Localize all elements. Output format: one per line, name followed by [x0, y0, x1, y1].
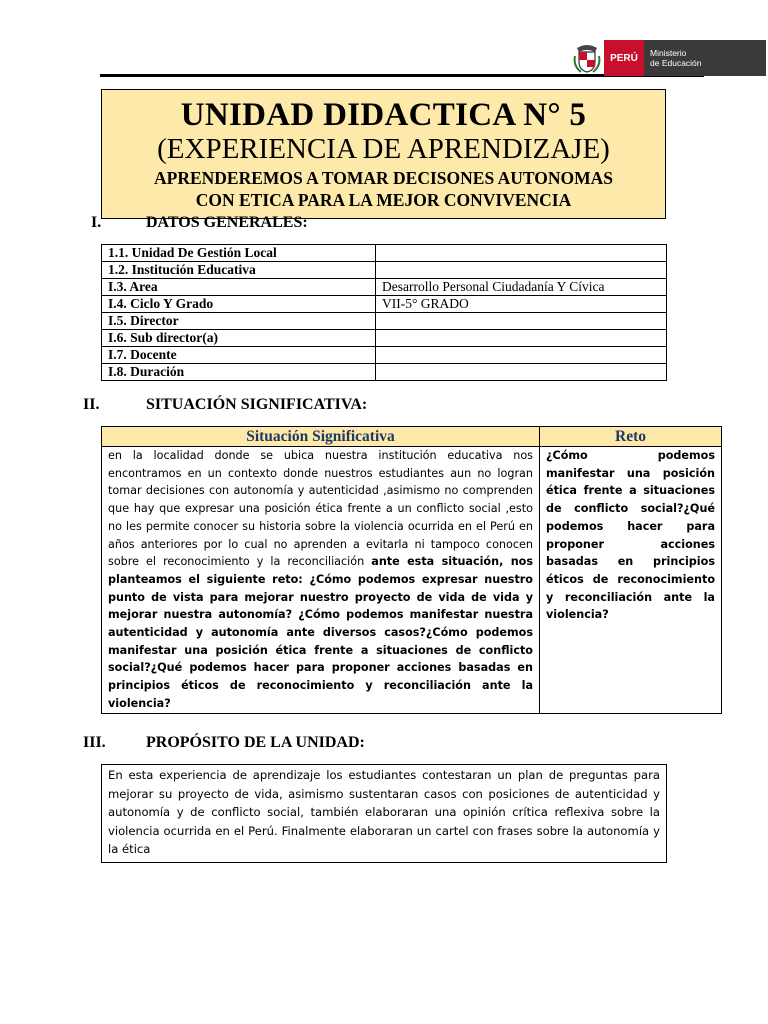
- unit-subtitle: (EXPERIENCIA DE APRENDIZAJE): [157, 133, 610, 165]
- general-data-row: [102, 262, 667, 279]
- general-data-row: [102, 279, 667, 296]
- general-data-label: I.5. Director: [102, 313, 376, 330]
- general-data-value: [376, 313, 667, 330]
- general-data-label: 1.2. Institución Educativa: [102, 262, 376, 279]
- general-data-row: [102, 245, 667, 262]
- general-data-row: [102, 364, 667, 381]
- general-data-label: I.8. Duración: [102, 364, 376, 381]
- general-data-label: I.4. Ciclo Y Grado: [102, 296, 376, 313]
- general-data-label: I.7. Docente: [102, 347, 376, 364]
- general-data-row: [102, 347, 667, 364]
- general-data-value: VII-5° GRADO: [376, 296, 667, 313]
- general-data-table: [101, 244, 667, 381]
- general-data-value: [376, 330, 667, 347]
- general-data-value: Desarrollo Personal Ciudadanía Y Cívica: [376, 279, 667, 296]
- ministry-logo: [570, 40, 766, 76]
- unit-title: UNIDAD DIDACTICA N° 5: [180, 97, 587, 133]
- situation-column-header: Situación Significativa: [102, 427, 540, 447]
- situation-text: en la localidad donde se ubica nuestra institución educativa nos encontramos en un contexto donde nuestros estudiantes aun no logran tomar decisiones con autonomía y autenticidad ,asimismo no comprenden que hay que expresar una posición ética frente a un conflicto social ,esto no les permite conocer su historia sobre la violencia ocurrida en el Perú en años anteriores por lo cual no aprenden a evitarla ni tampoco conocen sobre el reconocimiento y la reconciliación ante esta situación, nos planteamos el siguiente reto: ¿Cómo podemos expresar nuestro punto de vista para mejorar nuestro proyecto de vida de vida y mejorar nuestra autonomía? ¿Cómo podemos manifestar nuestra autenticidad y autonomía ante diversos casos?¿Cómo podemos manifestar una posición ética frente a situaciones de conflicto social?¿Qué podemos hacer para proponer acciones basadas en principios éticos de reconocimiento y reconciliación ante la violencia?: [102, 447, 540, 714]
- general-data-value: [376, 262, 667, 279]
- situation-table: [101, 426, 722, 714]
- general-data-label: I.6. Sub director(a): [102, 330, 376, 347]
- section-1-heading: I. DATOS GENERALES:: [91, 214, 308, 231]
- unit-description: APRENDEREMOS A TOMAR DECISONES AUTONOMAS CON ETICA PARA LA MEJOR CONVIVENCIA: [154, 168, 613, 210]
- general-data-label: 1.1. Unidad De Gestión Local: [102, 245, 376, 262]
- general-data-row: [102, 313, 667, 330]
- title-box: [101, 89, 666, 219]
- general-data-value: [376, 364, 667, 381]
- section-2-heading: II. SITUACIÓN SIGNIFICATIVA:: [83, 396, 368, 413]
- challenge-column-header: Reto: [540, 427, 722, 447]
- general-data-row: [102, 296, 667, 313]
- coat-of-arms-icon: [570, 40, 604, 76]
- general-data-value: [376, 245, 667, 262]
- ministry-label: Ministerio de Educación: [644, 40, 766, 76]
- peru-label: PERÚ: [604, 40, 644, 76]
- challenge-text: ¿Cómo podemos manifestar una posición ética frente a situaciones de conflicto social?¿Qué podemos hacer para proponer acciones basadas en principios éticos de reconocimiento y reconciliación ante la violencia?: [540, 447, 722, 714]
- section-3-heading: III. PROPÓSITO DE LA UNIDAD:: [83, 734, 365, 751]
- general-data-label: I.3. Area: [102, 279, 376, 296]
- general-data-row: [102, 330, 667, 347]
- purpose-text: En esta experiencia de aprendizaje los estudiantes contestaran un plan de preguntas para mejorar su proyecto de vida, asimismo sustentaran casos con posiciones de autenticidad y autonomía y de conflicto social, también elaboraran una opinión crítica reflexiva sobre la violencia ocurrida en el Perú. Finalmente elaboraran un cartel con frases sobre la autonomía y la ética: [101, 764, 667, 863]
- general-data-value: [376, 347, 667, 364]
